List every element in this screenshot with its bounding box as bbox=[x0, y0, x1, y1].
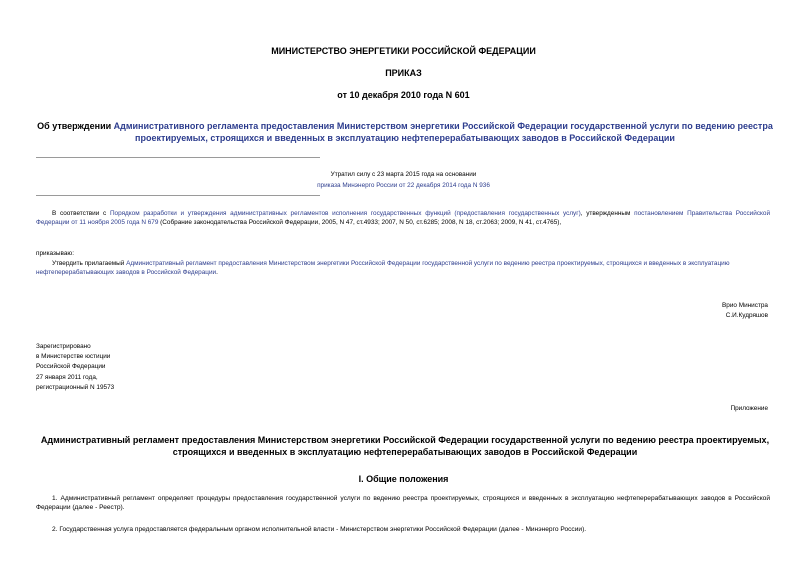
procedure-link[interactable]: Порядком разработки и утверждения административных регламентов исполнения государственных функций (предоставления государственных услуг) bbox=[109, 210, 581, 217]
preamble-paragraph bbox=[36, 209, 770, 227]
appendix-title: Административный регламент предоставления Министерством энергетики Российской Федерации государственной услуги по ведению реестра проектируемых, строящихся и введенных в эксплуатацию нефтеперерабатывающих заводов в Российской Федерации bbox=[40, 435, 770, 457]
ministry-heading: МИНИСТЕРСТВО ЭНЕРГЕТИКИ РОССИЙСКОЙ ФЕДЕРАЦИИ bbox=[271, 46, 536, 56]
item-1: 1. Административный регламент определяет процедуры предоставления государственной услуги по ведению реестра проектируемых, строящихся и введенных в эксплуатацию нефтеперерабатывающих заводов в Российской Федерации (далее - Реестр). bbox=[36, 495, 770, 512]
document-date-number: от 10 декабря 2010 года N 601 bbox=[337, 90, 470, 100]
status-repeal-link[interactable]: приказа Минэнерго России от 22 декабря 2014 года N 936 bbox=[317, 182, 490, 189]
appendix-label: Приложение bbox=[730, 405, 768, 412]
order-text: Утвердить прилагаемый bbox=[52, 260, 127, 267]
registration-line: Российской Федерации bbox=[36, 363, 106, 371]
title-prefix: Об утверждении bbox=[37, 121, 114, 131]
order-word: приказываю: bbox=[36, 250, 74, 257]
registration-line: 27 января 2011 года, bbox=[36, 373, 98, 381]
status-note: Утратил силу с 23 марта 2015 года на основании bbox=[330, 171, 477, 178]
registration-block bbox=[36, 342, 114, 392]
preamble-text: В соответствии с bbox=[52, 210, 110, 217]
document-title bbox=[36, 121, 774, 144]
item-2: 2. Государственная услуга предоставляется федеральным органом исполнительной власти - Министерством энергетики Российской Федерации (далее - Минэнерго России). bbox=[52, 526, 587, 533]
divider bbox=[36, 195, 320, 196]
order-text: . bbox=[216, 269, 218, 277]
signature-position: Врио Министра bbox=[722, 302, 768, 309]
signature-name: С.И.Кудряшов bbox=[725, 312, 768, 319]
regulation-link[interactable]: Административный регламент предоставления Министерством энергетики Российской Федерации государственной услуги по ведению реестра проектируемых, строящихся и введенных в эксплуатацию нефтеперерабатывающих заводов в Российской Федерации bbox=[36, 260, 730, 277]
government-resolution-link[interactable]: постановлением Правительства Российской Федерации от 11 ноября 2005 года N 679 bbox=[36, 210, 771, 227]
divider bbox=[36, 157, 320, 158]
registration-line: регистрационный N 19573 bbox=[36, 383, 115, 391]
preamble-text: (Собрание законодательства Российской Федерации, 2005, N 47, ст.4933; 2007, N 50, ст.6285; 2008, N 18, ст.2063; 2009, N 41, ст.4765), bbox=[158, 219, 562, 227]
document-type: ПРИКАЗ bbox=[385, 68, 422, 78]
title-regulation-link[interactable]: Административного регламента предоставления Министерством энергетики Российской Федерации государственной услуги по ведению реестра проектируемых, строящихся и введенных в эксплуатацию нефтеперерабатывающих заводов в Российской Федерации bbox=[113, 121, 773, 143]
registration-line: Зарегистрировано bbox=[36, 343, 91, 350]
registration-line: в Министерстве юстиции bbox=[36, 353, 111, 361]
order-paragraph bbox=[36, 259, 772, 277]
section-heading: I. Общие положения bbox=[358, 474, 449, 484]
preamble-text: , утвержденным bbox=[580, 210, 635, 217]
